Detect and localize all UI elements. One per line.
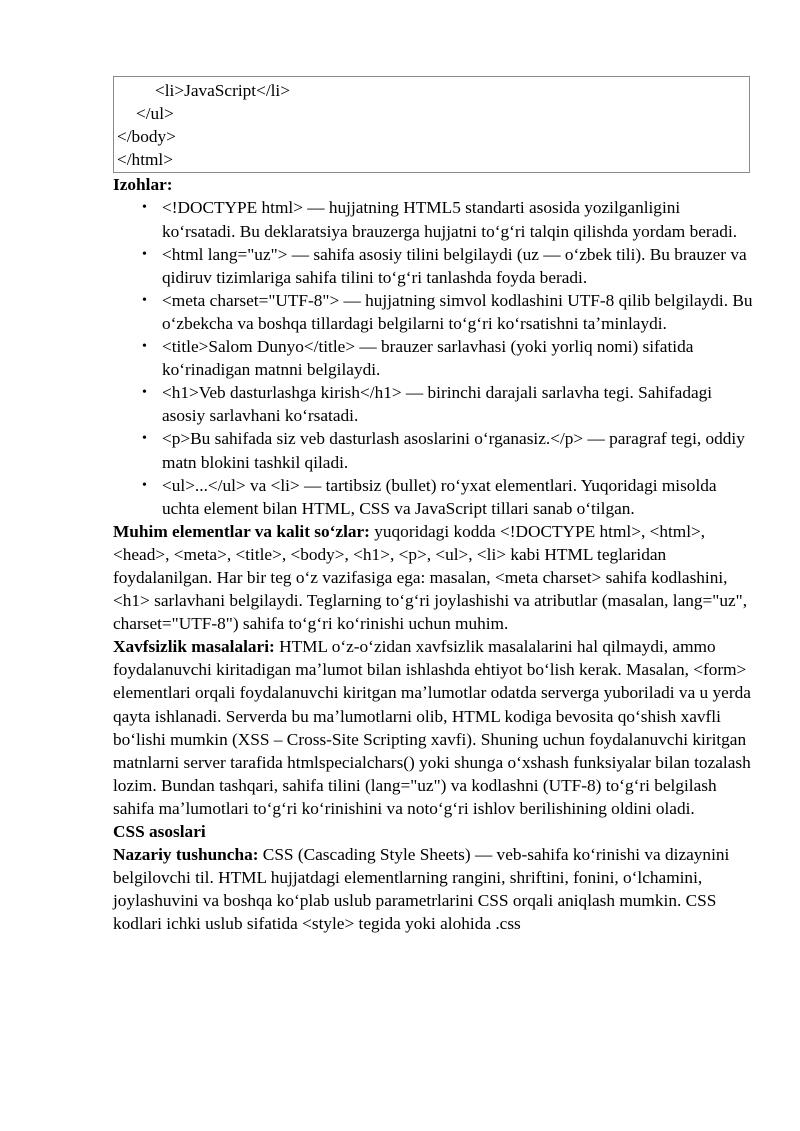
key-elements-text: yuqoridagi kodda <!DOCTYPE html>, <html>, <head>, <meta>, <title>, <body>, <h1>, <p>, <ul>, <li> kabi HTML teglaridan foydalanilgan. Har bir teg oʻz vazifasiga ega: masalan, <meta charset> sahifa kodlashini, <h1> sarlavhani belgilaydi. Teglarning toʻgʻri joylashishi va atributlar (masalan, lang="uz", charset="UTF-8") sahifa toʻgʻri koʻrinishi uchun muhim.: [113, 521, 748, 634]
list-item-text: <p>Bu sahifada siz veb dasturlash asoslarini oʻrganasiz.</p> — paragraf tegi, oddiy matn blokini tashkil qiladi.: [162, 429, 745, 472]
bullet-icon: •: [142, 385, 147, 401]
notes-heading: Izohlar:: [113, 175, 173, 195]
list-item-text: <!DOCTYPE html> — hujjatning HTML5 standarti asosida yozilganligini koʻrsatadi. Bu deklaratsiya brauzerga hujjatni toʻgʻri talqin qilishda yordam beradi.: [162, 198, 738, 241]
theory-text: CSS (Cascading Style Sheets) — veb-sahifa koʻrinishi va dizaynini belgilovchi til. HTML hujjatdagi elementlarning rangini, shriftini, fonini, oʻlchamini, joylashuvini va boshqa koʻplab uslub parametrlarini CSS orqali aniqlash mumkin. CSS kodlari ichki uslub sifatida <style> tegida yoki alohida .css: [113, 845, 730, 934]
theory-paragraph: [113, 843, 753, 935]
list-item-text: <html lang="uz"> — sahifa asosiy tilini belgilaydi (uz — oʻzbek tili). Bu brauzer va qidiruv tizimlariga sahifa tilini toʻgʻri tanlashda foyda beradi.: [162, 244, 747, 287]
list-item: [113, 335, 753, 381]
bullet-icon: •: [142, 477, 147, 493]
list-item: [113, 427, 753, 473]
list-item: [113, 289, 753, 335]
bullet-icon: •: [142, 292, 147, 308]
section-heading: CSS asoslari: [113, 822, 206, 841]
security-paragraph: [113, 635, 753, 820]
key-elements-label: Muhim elementlar va kalit soʻzlar:: [113, 521, 370, 541]
list-item-text: <ul>...</ul> va <li> — tartibsiz (bullet) roʻyxat elementlari. Yuqoridagi misolda uchta element bilan HTML, CSS va JavaScript tillari sanab oʻtilgan.: [162, 475, 717, 518]
notes-list: [113, 196, 753, 519]
security-label: Xavfsizlik masalalari:: [113, 637, 275, 657]
bullet-icon: •: [142, 246, 147, 262]
list-item-text: <title>Salom Dunyo</title> — brauzer sarlavhasi (yoki yorliq nomi) sifatida koʻrinadigan matnni belgilaydi.: [162, 337, 694, 380]
key-elements-paragraph: [113, 520, 753, 635]
code-block: [113, 76, 750, 173]
bullet-icon: •: [142, 431, 147, 447]
security-text: HTML oʻz-oʻzidan xavfsizlik masalalarini hal qilmaydi, ammo foydalanuvchi kiritadigan maʼlumot bilan ishlashda ehtiyot boʻlish kerak. Masalan, <form> elementlari orqali foydalanuvchi kiritgan maʼlumotlar odatda serverga yuboriladi va u yerda qayta ishlanadi. Serverda bu maʼlumotlarni olib, HTML kodiga bevosita qoʻshish xavfli boʻlishi mumkin (XSS – Cross-Site Scripting xavfi). Shuning uchun foydalanuvchi kiritgan matnlarni server tarafida htmlspecialchars() yoki shunga oʻxshash funksiyalar bilan tozalash lozim. Bundan tashqari, sahifa tilini (lang="uz") va kodlashni (UTF-8) toʻgʻri belgilash sahifa maʼlumotlari toʻgʻri koʻrinishini va notoʻgʻri ishlov berilishining oldini oladi.: [113, 637, 751, 818]
theory-label: Nazariy tushuncha:: [113, 845, 259, 865]
list-item-text: <meta charset="UTF-8"> — hujjatning simvol kodlashini UTF-8 qilib belgilaydi. Bu oʻzbekcha va boshqa tillardagi belgilarni toʻgʻri koʻrsatishni taʼminlaydi.: [162, 290, 753, 333]
document-page: [113, 76, 753, 935]
list-item: [113, 243, 753, 289]
list-item: [113, 381, 753, 427]
code-line: </body>: [117, 127, 176, 147]
code-line: </html>: [117, 150, 173, 170]
list-item-text: <h1>Veb dasturlashga kirish</h1> — birinchi darajali sarlavha tegi. Sahifadagi asosiy sarlavhani koʻrsatadi.: [162, 383, 713, 426]
list-item: [113, 196, 753, 242]
code-line: </ul>: [136, 104, 174, 124]
bullet-icon: •: [142, 200, 147, 216]
bullet-icon: •: [142, 339, 147, 355]
code-line: <li>JavaScript</li>: [155, 81, 290, 100]
list-item: [113, 474, 753, 520]
